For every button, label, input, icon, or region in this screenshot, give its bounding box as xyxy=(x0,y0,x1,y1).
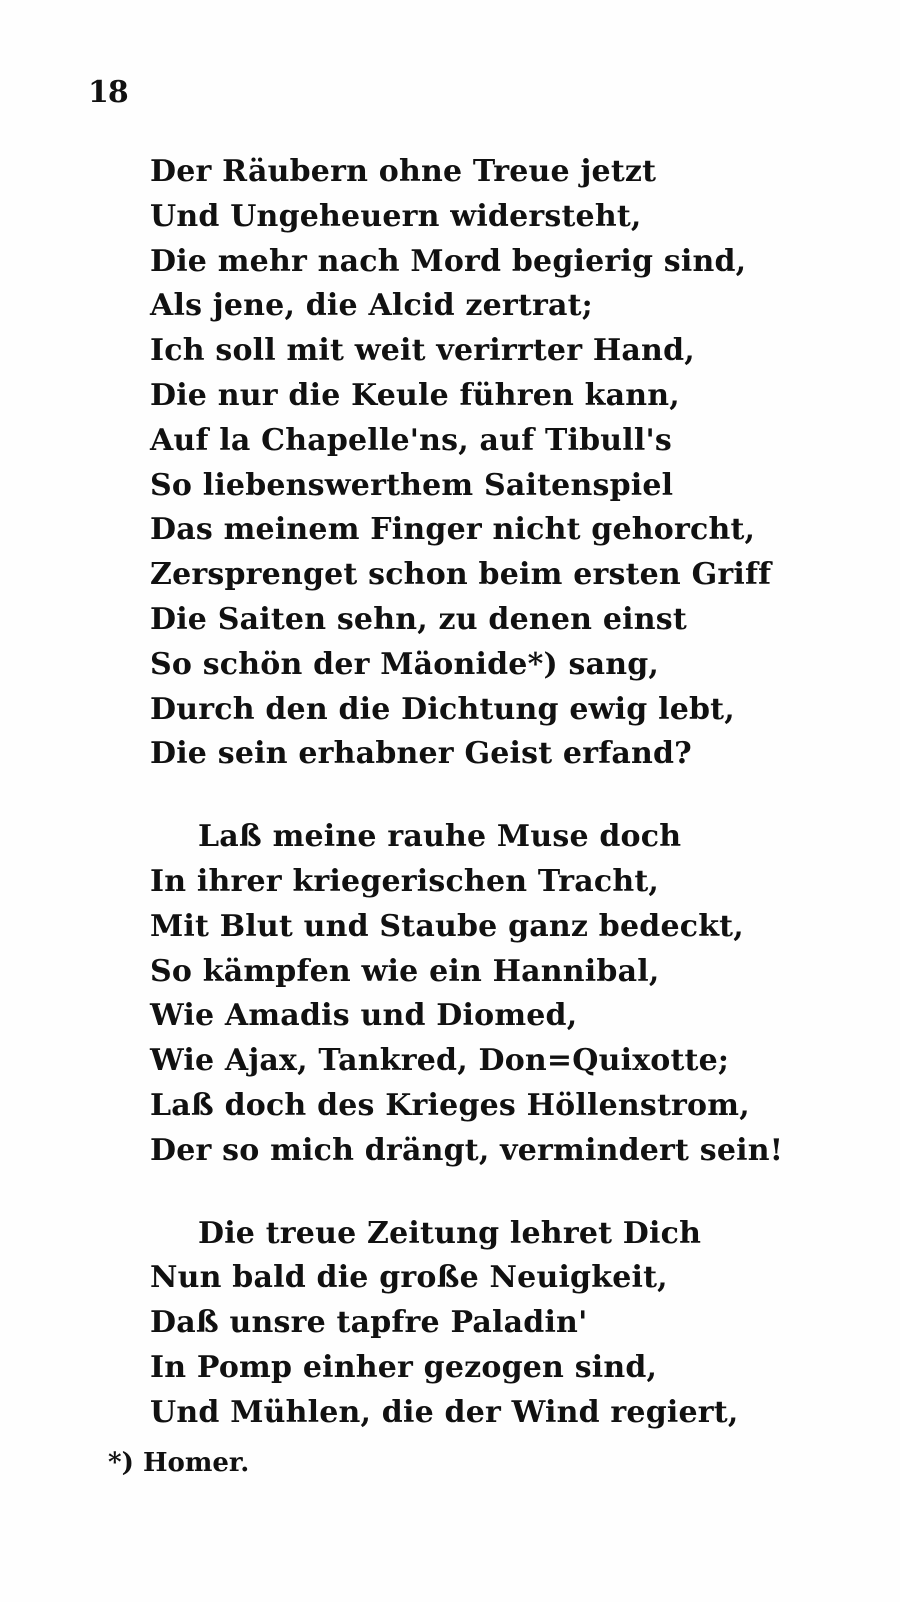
stanza-1 xyxy=(150,150,850,777)
poem-line: Ich soll mit weit verirrter Hand, xyxy=(150,333,695,369)
poem-line: Laß meine rauhe Muse doch xyxy=(198,819,682,855)
poem-line: Der Räubern ohne Treue jetzt xyxy=(150,154,657,189)
poem-line: Durch den die Dichtung ewig lebt, xyxy=(150,691,735,727)
poem-line: Nun bald die große Neuigkeit, xyxy=(150,1260,668,1296)
page-number: 18 xyxy=(88,75,128,110)
poem-line: Der so mich drängt, vermindert sein! xyxy=(150,1132,784,1168)
poem-line: In ihrer kriegerischen Tracht, xyxy=(150,863,660,899)
poem-line: Auf la Chapelle'ns, auf Tibull's xyxy=(150,422,672,458)
poem-line: Die treue Zeitung lehret Dich xyxy=(198,1215,702,1251)
poem-line: Das meinem Finger nicht gehorcht, xyxy=(150,512,756,548)
poem-line: So liebenswerthem Saitenspiel xyxy=(150,467,674,503)
poem xyxy=(150,150,850,1436)
poem-line: Die mehr nach Mord begierig sind, xyxy=(150,243,747,279)
poem-line: Wie Ajax, Tankred, Don=Quixotte; xyxy=(150,1043,730,1079)
poem-line: Wie Amadis und Diomed, xyxy=(150,998,578,1034)
poem-line: So schön der Mäonide*) sang, xyxy=(150,646,660,682)
poem-line: Laß doch des Krieges Höllenstrom, xyxy=(150,1087,750,1123)
stanza-3 xyxy=(150,1212,850,1436)
stanza-2 xyxy=(150,815,850,1173)
poem-line: Die sein erhabner Geist erfand? xyxy=(150,736,692,772)
poem-line: Mit Blut und Staube ganz bedeckt, xyxy=(150,908,744,944)
poem-line: Die nur die Keule führen kann, xyxy=(150,377,680,413)
footnote: *) Homer. xyxy=(108,1448,250,1478)
poem-line: So kämpfen wie ein Hannibal, xyxy=(150,953,660,989)
poem-line: Die Saiten sehn, zu denen einst xyxy=(150,601,687,637)
poem-line: Und Mühlen, die der Wind regiert, xyxy=(150,1394,739,1430)
poem-line: Daß unsre tapfre Paladin' xyxy=(150,1305,588,1341)
poem-line: Als jene, die Alcid zertrat; xyxy=(150,288,593,324)
poem-line: In Pomp einher gezogen sind, xyxy=(150,1349,658,1385)
poem-line: Und Ungeheuern widersteht, xyxy=(150,198,642,234)
poem-line: Zersprenget schon beim ersten Griff xyxy=(150,557,772,593)
